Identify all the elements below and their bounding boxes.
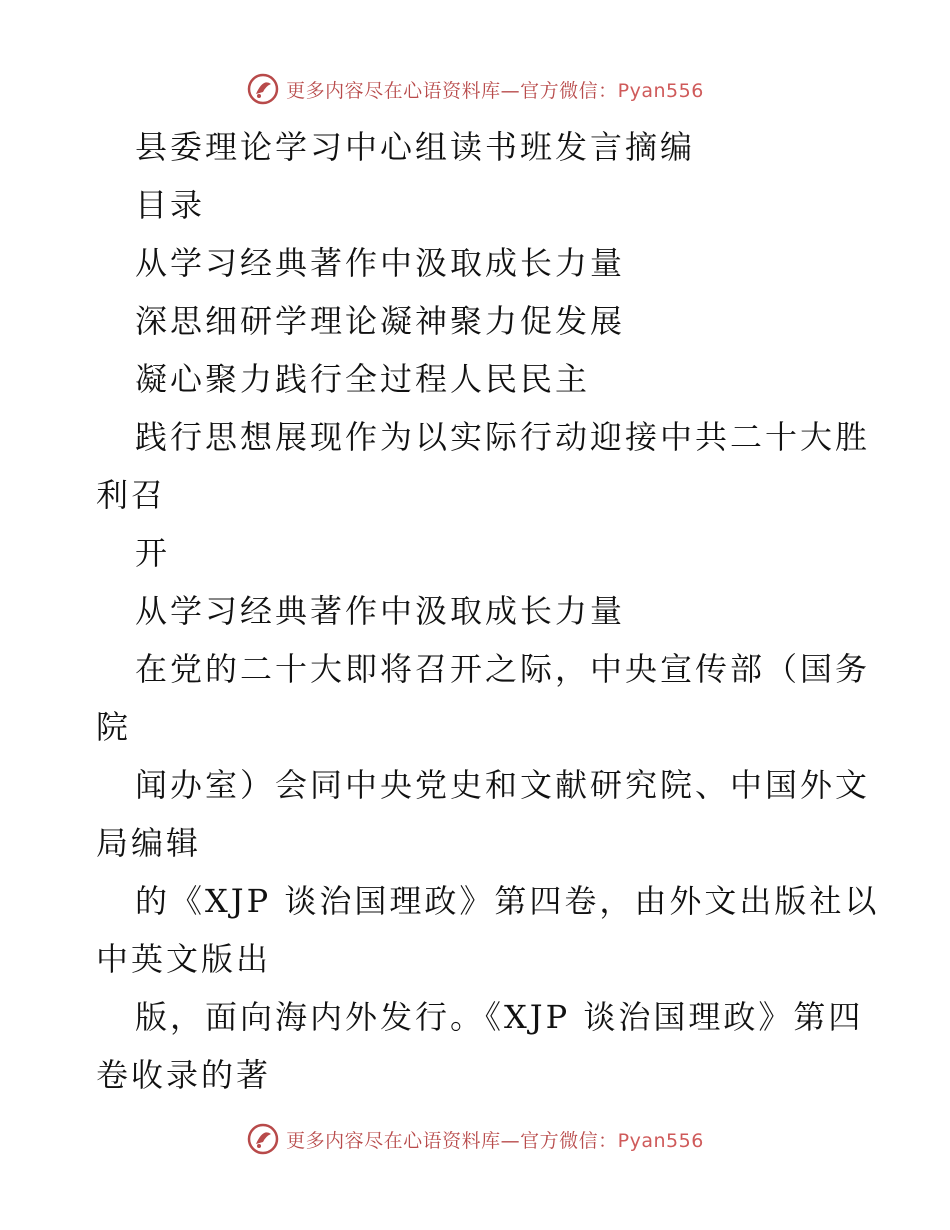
paragraph-line: 局编辑 (96, 824, 202, 862)
paragraph-line: 在党的二十大即将召开之际，中央宣传部（国务 (135, 650, 871, 688)
paragraph-line: 版，面向海内外发行。《XJP 谈治国理政》第四 (135, 998, 864, 1036)
watermark-id: Pyan556 (617, 79, 704, 102)
section-heading: 从学习经典著作中汲取成长力量 (135, 592, 626, 630)
toc-item-continued: 开 (135, 534, 171, 572)
watermark-text (286, 1126, 704, 1153)
toc-item: 凝心聚力践行全过程人民民主 (135, 360, 591, 398)
paragraph-line: 院 (96, 708, 132, 746)
paragraph-line: 卷收录的著 (96, 1056, 272, 1094)
paragraph-line: 的《XJP 谈治国理政》第四卷，由外文出版社以 (135, 882, 880, 920)
watermark-label: 更多内容尽在心语资料库—官方微信： (286, 79, 618, 102)
toc-item-continued: 利召 (96, 476, 167, 514)
toc-item: 践行思想展现作为以实际行动迎接中共二十大胜 (135, 418, 871, 456)
logo-icon (246, 1122, 280, 1156)
watermark-text (286, 76, 704, 103)
document-body (0, 118, 950, 1104)
doc-title: 县委理论学习中心组读书班发言摘编 (135, 128, 696, 166)
paragraph-line: 中英文版出 (96, 940, 272, 978)
logo-icon (246, 72, 280, 106)
toc-heading: 目录 (135, 186, 206, 224)
paragraph-line: 闻办室）会同中央党史和文献研究院、中国外文 (135, 766, 871, 804)
watermark-header (0, 72, 950, 106)
watermark-id: Pyan556 (617, 1129, 704, 1152)
toc-item: 深思细研学理论凝神聚力促发展 (135, 302, 626, 340)
watermark-footer (0, 1122, 950, 1156)
watermark-label: 更多内容尽在心语资料库—官方微信： (286, 1129, 618, 1152)
toc-item: 从学习经典著作中汲取成长力量 (135, 244, 626, 282)
